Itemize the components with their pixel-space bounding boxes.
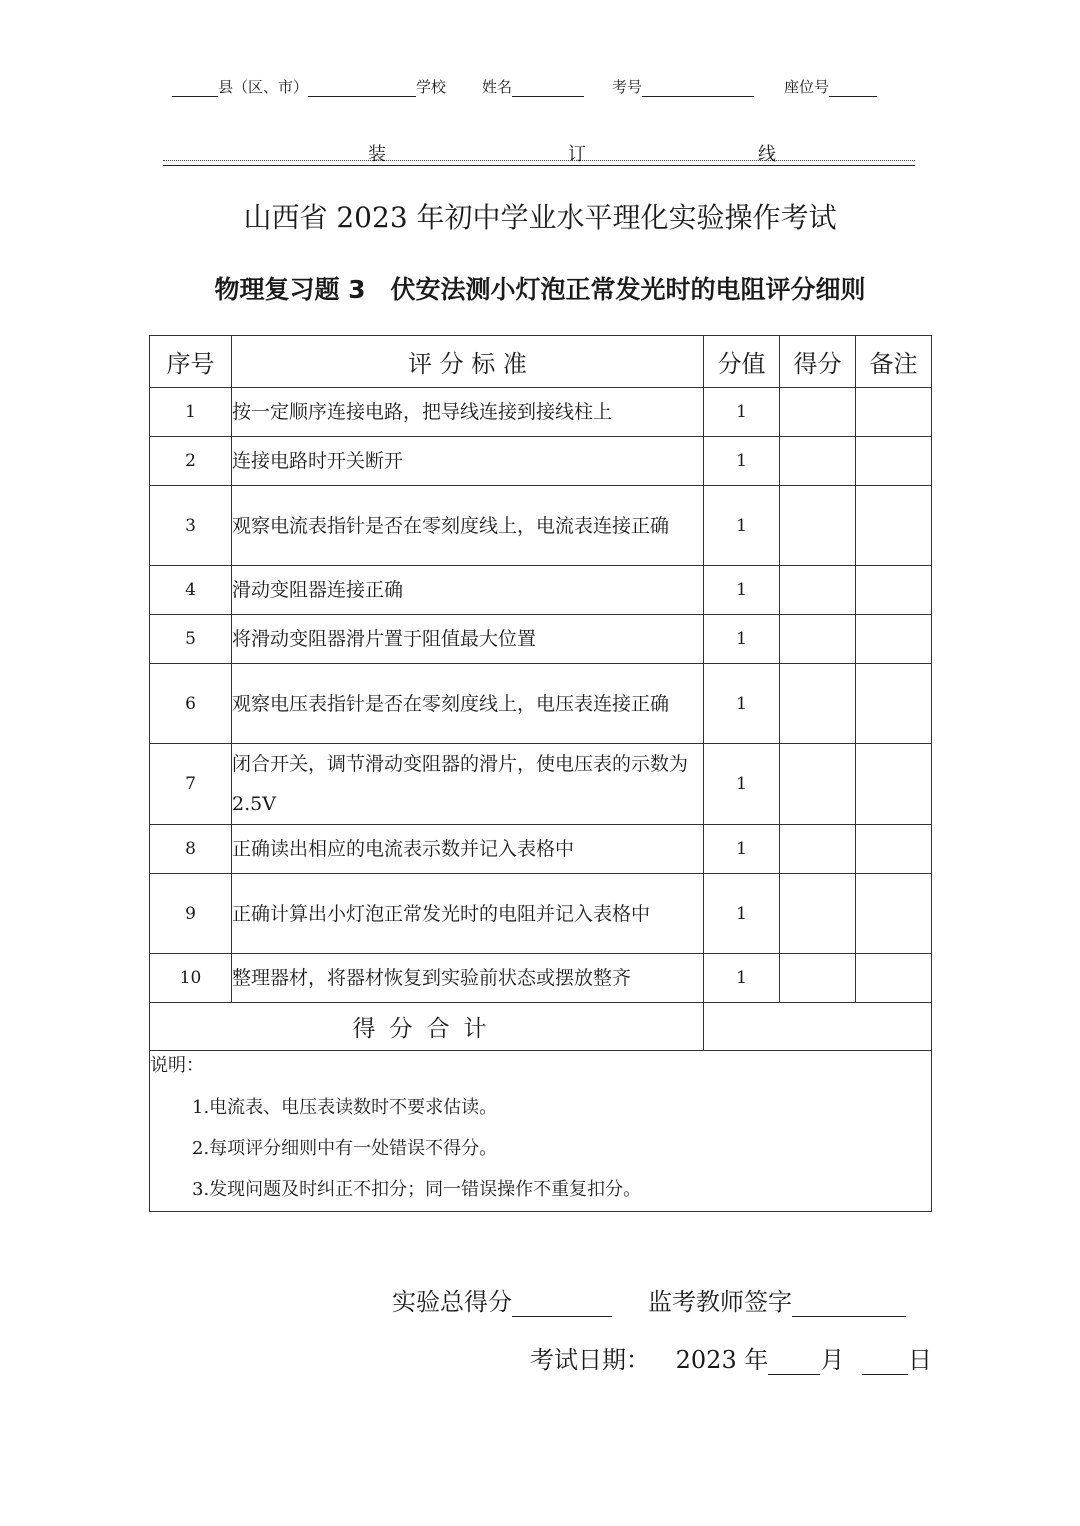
- exam-number-blank[interactable]: [642, 78, 754, 97]
- date-label: 考试日期：: [530, 1346, 650, 1374]
- row-score-cell[interactable]: [780, 388, 856, 437]
- candidate-info-line: [170, 76, 910, 102]
- seat-label: 座位号: [784, 78, 830, 96]
- date-year: 2023 年: [675, 1346, 769, 1374]
- row-index: 10: [150, 954, 232, 1003]
- date-month: 月: [820, 1346, 845, 1374]
- table-row: [150, 566, 932, 615]
- row-remark-cell[interactable]: [856, 615, 932, 664]
- county-field: [172, 76, 446, 97]
- seat-field: [784, 76, 877, 97]
- row-index: 2: [150, 437, 232, 486]
- row-points: 1: [704, 954, 780, 1003]
- row-score-cell[interactable]: [780, 825, 856, 874]
- row-points: 1: [704, 615, 780, 664]
- row-points: 1: [704, 874, 780, 954]
- row-index: 4: [150, 566, 232, 615]
- table-row: [150, 954, 932, 1003]
- row-remark-cell[interactable]: [856, 744, 932, 825]
- total-score-blank[interactable]: [512, 1294, 612, 1317]
- table-row: [150, 664, 932, 744]
- name-blank[interactable]: [512, 78, 584, 97]
- date-day: 日: [908, 1346, 932, 1374]
- row-remark-cell[interactable]: [856, 486, 932, 566]
- row-points: 1: [704, 566, 780, 615]
- row-index: 1: [150, 388, 232, 437]
- exam-number-label: 考号: [612, 78, 643, 96]
- binding-char-3: 线: [758, 144, 776, 165]
- row-criteria: 按一定顺序连接电路，把导线连接到接线柱上: [232, 388, 704, 437]
- row-criteria: 将滑动变阻器滑片置于阻值最大位置: [232, 615, 704, 664]
- row-criteria: 观察电压表指针是否在零刻度线上，电压表连接正确: [232, 664, 704, 744]
- note-item: 3.发现问题及时纠正不扣分；同一错误操作不重复扣分。: [192, 1179, 642, 1200]
- proctor-signature-field: [648, 1282, 906, 1317]
- header-index: 序号: [150, 336, 232, 388]
- row-score-cell[interactable]: [780, 874, 856, 954]
- row-criteria: 观察电流表指针是否在零刻度线上，电流表连接正确: [232, 486, 704, 566]
- row-score-cell[interactable]: [780, 437, 856, 486]
- row-score-cell[interactable]: [780, 744, 856, 825]
- table-header-row: [150, 336, 932, 388]
- day-blank[interactable]: [862, 1352, 908, 1375]
- total-score-label: 实验总得分: [392, 1288, 512, 1316]
- row-remark-cell[interactable]: [856, 388, 932, 437]
- row-remark-cell[interactable]: [856, 825, 932, 874]
- row-criteria: 正确读出相应的电流表示数并记入表格中: [232, 825, 704, 874]
- row-remark-cell[interactable]: [856, 437, 932, 486]
- dotted-divider: [163, 160, 915, 161]
- row-score-cell[interactable]: [780, 954, 856, 1003]
- notes-heading: 说明：: [150, 1055, 204, 1076]
- row-index: 8: [150, 825, 232, 874]
- header-points: 分值: [704, 336, 780, 388]
- row-remark-cell[interactable]: [856, 664, 932, 744]
- total-score-cell[interactable]: [704, 1003, 932, 1051]
- note-item: 1.电流表、电压表读数时不要求估读。: [192, 1097, 498, 1118]
- header-criteria: 评 分 标 准: [232, 336, 704, 388]
- table-row: [150, 744, 932, 825]
- table-row: [150, 437, 932, 486]
- row-score-cell[interactable]: [780, 486, 856, 566]
- row-index: 5: [150, 615, 232, 664]
- row-points: 1: [704, 825, 780, 874]
- solid-divider: [163, 165, 915, 166]
- row-remark-cell[interactable]: [856, 566, 932, 615]
- binding-char-2: 订: [568, 144, 586, 165]
- row-index: 7: [150, 744, 232, 825]
- row-remark-cell[interactable]: [856, 954, 932, 1003]
- name-label: 姓名: [482, 78, 513, 96]
- month-blank[interactable]: [768, 1352, 820, 1375]
- row-points: 1: [704, 388, 780, 437]
- row-criteria: 滑动变阻器连接正确: [232, 566, 704, 615]
- table-row: [150, 874, 932, 954]
- rubric-subtitle: 物理复习题 3 伏安法测小灯泡正常发光时的电阻评分细则: [214, 275, 866, 304]
- row-points: 1: [704, 486, 780, 566]
- total-score-field: [392, 1282, 612, 1317]
- row-score-cell[interactable]: [780, 664, 856, 744]
- school-blank[interactable]: [308, 78, 416, 97]
- scoring-table: [149, 335, 932, 1212]
- row-points: 1: [704, 744, 780, 825]
- header-score: 得分: [780, 336, 856, 388]
- exam-number-field: [612, 76, 754, 97]
- table-row: [150, 825, 932, 874]
- header-remark: 备注: [856, 336, 932, 388]
- county-label: 县（区、市）: [218, 78, 309, 96]
- row-points: 1: [704, 664, 780, 744]
- row-index: 9: [150, 874, 232, 954]
- name-field: [482, 76, 584, 97]
- row-index: 6: [150, 664, 232, 744]
- seat-blank[interactable]: [829, 78, 877, 97]
- row-criteria: 闭合开关，调节滑动变阻器的滑片，使电压表的示数为 2.5V: [232, 744, 704, 825]
- row-points: 1: [704, 437, 780, 486]
- notes-cell: [150, 1051, 932, 1212]
- row-criteria: 整理器材，将器材恢复到实验前状态或摆放整齐: [232, 954, 704, 1003]
- binding-char-1: 装: [368, 144, 386, 165]
- row-remark-cell[interactable]: [856, 874, 932, 954]
- table-row: [150, 388, 932, 437]
- binding-line: [163, 140, 915, 166]
- school-label: 学校: [416, 78, 447, 96]
- county-blank[interactable]: [172, 78, 218, 97]
- row-score-cell[interactable]: [780, 615, 856, 664]
- total-row: [150, 1003, 932, 1051]
- table-row: [150, 615, 932, 664]
- row-score-cell[interactable]: [780, 566, 856, 615]
- row-index: 3: [150, 486, 232, 566]
- note-item: 2.每项评分细则中有一处错误不得分。: [192, 1138, 498, 1159]
- row-criteria: 连接电路时开关断开: [232, 437, 704, 486]
- proctor-label: 监考教师签字: [648, 1288, 792, 1316]
- total-label: 得分合计: [150, 1003, 704, 1051]
- row-criteria: 正确计算出小灯泡正常发光时的电阻并记入表格中: [232, 874, 704, 954]
- proctor-signature-blank[interactable]: [792, 1294, 906, 1317]
- exam-date-field: [530, 1340, 932, 1375]
- table-row: [150, 486, 932, 566]
- exam-title: 山西省 2023 年初中学业水平理化实验操作考试: [243, 201, 837, 234]
- notes-row: [150, 1051, 932, 1212]
